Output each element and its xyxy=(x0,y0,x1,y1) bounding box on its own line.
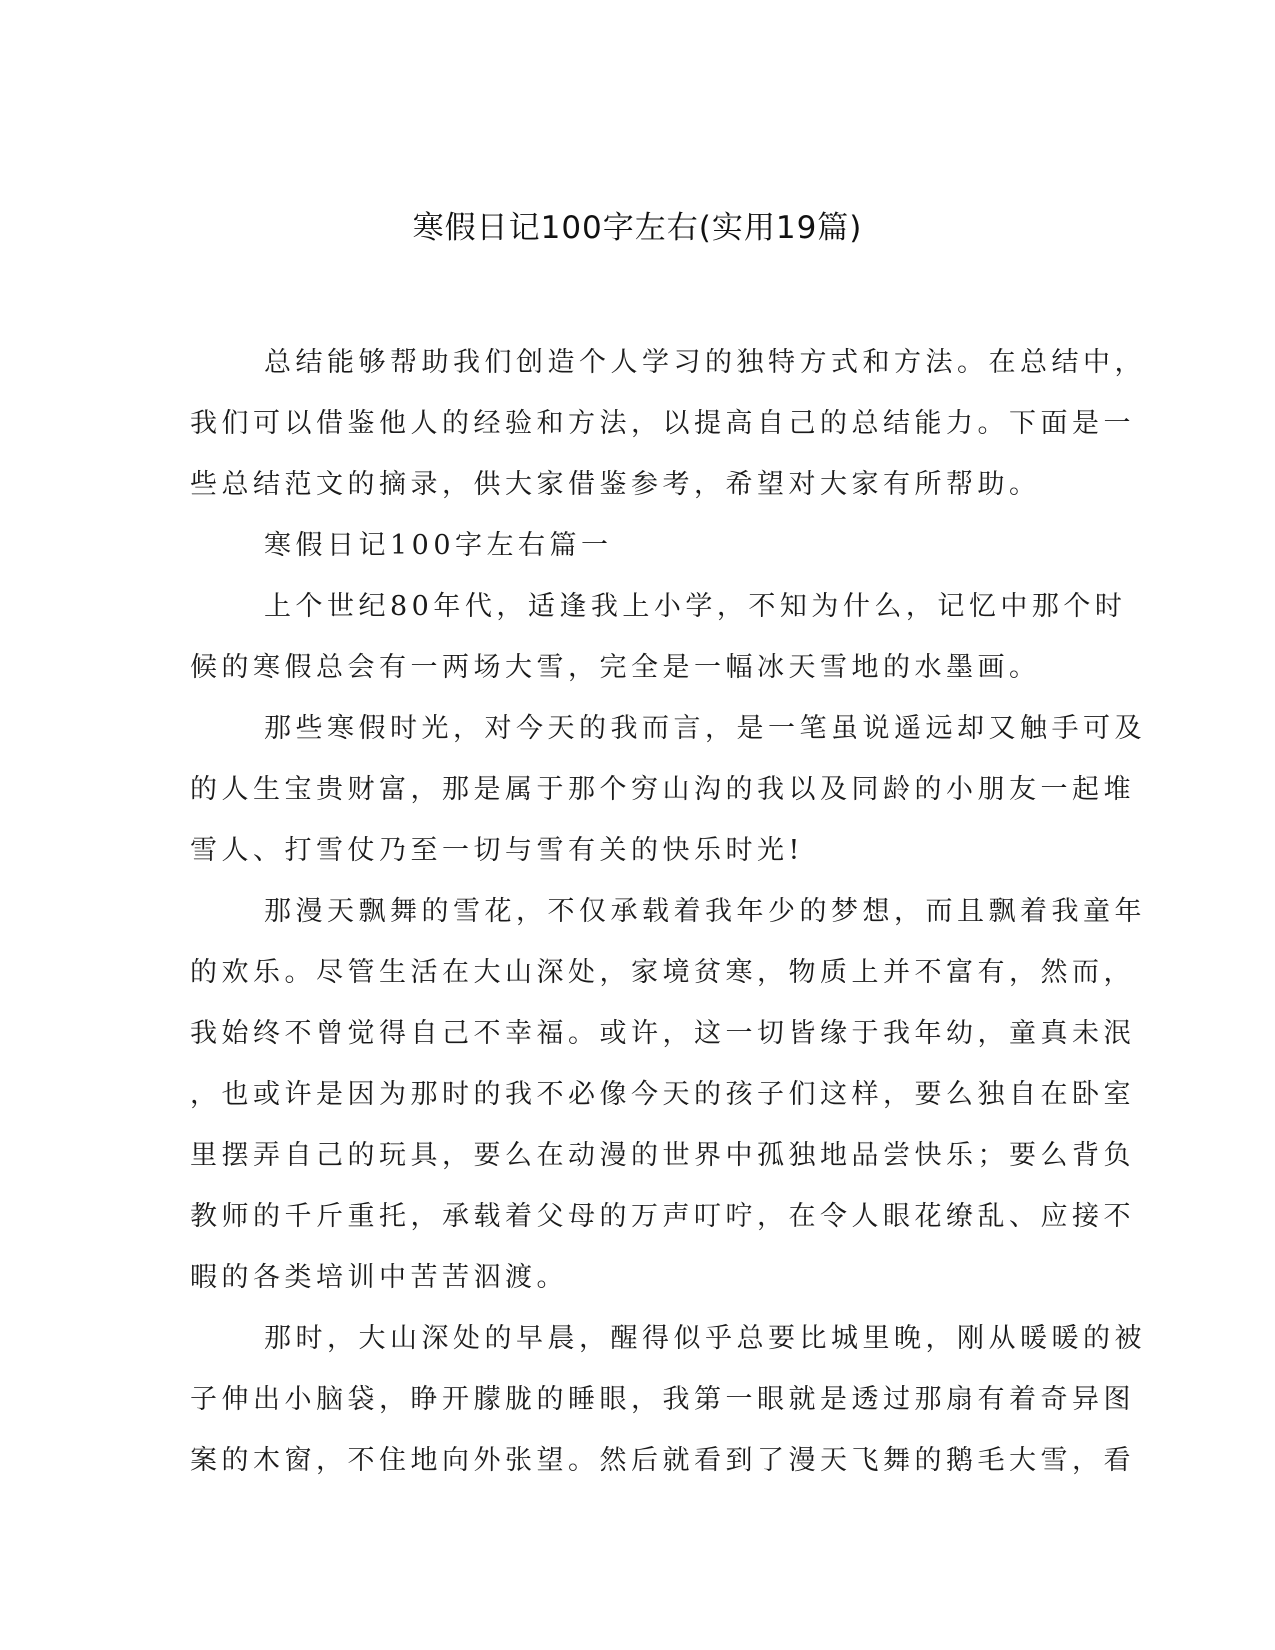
text-line: 候的寒假总会有一两场大雪，完全是一幅冰天雪地的水墨画。 xyxy=(190,652,1041,683)
text-line: 上个世纪80年代，适逢我上小学，不知为什么，记忆中那个时 xyxy=(264,591,1127,622)
text-line: 的欢乐。尽管生活在大山深处，家境贫寒，物质上并不富有，然而， xyxy=(190,957,1135,988)
section-heading xyxy=(190,515,1078,576)
paragraph xyxy=(190,881,1146,1308)
text-line: ，也或许是因为那时的我不必像今天的孩子们这样，要么独自在卧室 xyxy=(190,1079,1135,1110)
text-line: 我始终不曾觉得自己不幸福。或许，这一切皆缘于我年幼，童真未泯 xyxy=(190,1018,1135,1049)
text-line: 的人生宝贵财富，那是属于那个穷山沟的我以及同龄的小朋友一起堆 xyxy=(190,774,1135,805)
text-line: 那些寒假时光，对今天的我而言，是一笔虽说遥远却又触手可及 xyxy=(264,713,1146,744)
text-line: 些总结范文的摘录，供大家借鉴参考，希望对大家有所帮助。 xyxy=(190,469,1041,500)
text-line: 寒假日记100字左右篇一 xyxy=(264,530,613,561)
paragraph-intro xyxy=(190,332,1146,515)
document-body xyxy=(190,332,1146,1491)
paragraph xyxy=(190,698,1146,881)
text-line: 暇的各类培训中苦苦泅渡。 xyxy=(190,1262,568,1293)
text-line: 子伸出小脑袋，睁开朦胧的睡眼，我第一眼就是透过那扇有着奇异图 xyxy=(190,1384,1135,1415)
text-line: 雪人、打雪仗乃至一切与雪有关的快乐时光! xyxy=(190,835,804,866)
text-line: 那漫天飘舞的雪花，不仅承载着我年少的梦想，而且飘着我童年 xyxy=(264,896,1146,927)
paragraph xyxy=(190,1308,1146,1491)
text-line: 总结能够帮助我们创造个人学习的独特方式和方法。在总结中， xyxy=(264,347,1146,378)
paragraph xyxy=(190,576,1127,698)
text-line: 案的木窗，不住地向外张望。然后就看到了漫天飞舞的鹅毛大雪，看 xyxy=(190,1445,1135,1476)
text-line: 教师的千斤重托，承载着父母的万声叮咛，在令人眼花缭乱、应接不 xyxy=(190,1201,1135,1232)
text-line: 那时，大山深处的早晨，醒得似乎总要比城里晚，刚从暖暖的被 xyxy=(264,1323,1146,1354)
document-title: 寒假日记100字左右(实用19篇) xyxy=(412,210,863,246)
text-line: 我们可以借鉴他人的经验和方法，以提高自己的总结能力。下面是一 xyxy=(190,408,1135,439)
text-line: 里摆弄自己的玩具，要么在动漫的世界中孤独地品尝快乐；要么背负 xyxy=(190,1140,1135,1171)
